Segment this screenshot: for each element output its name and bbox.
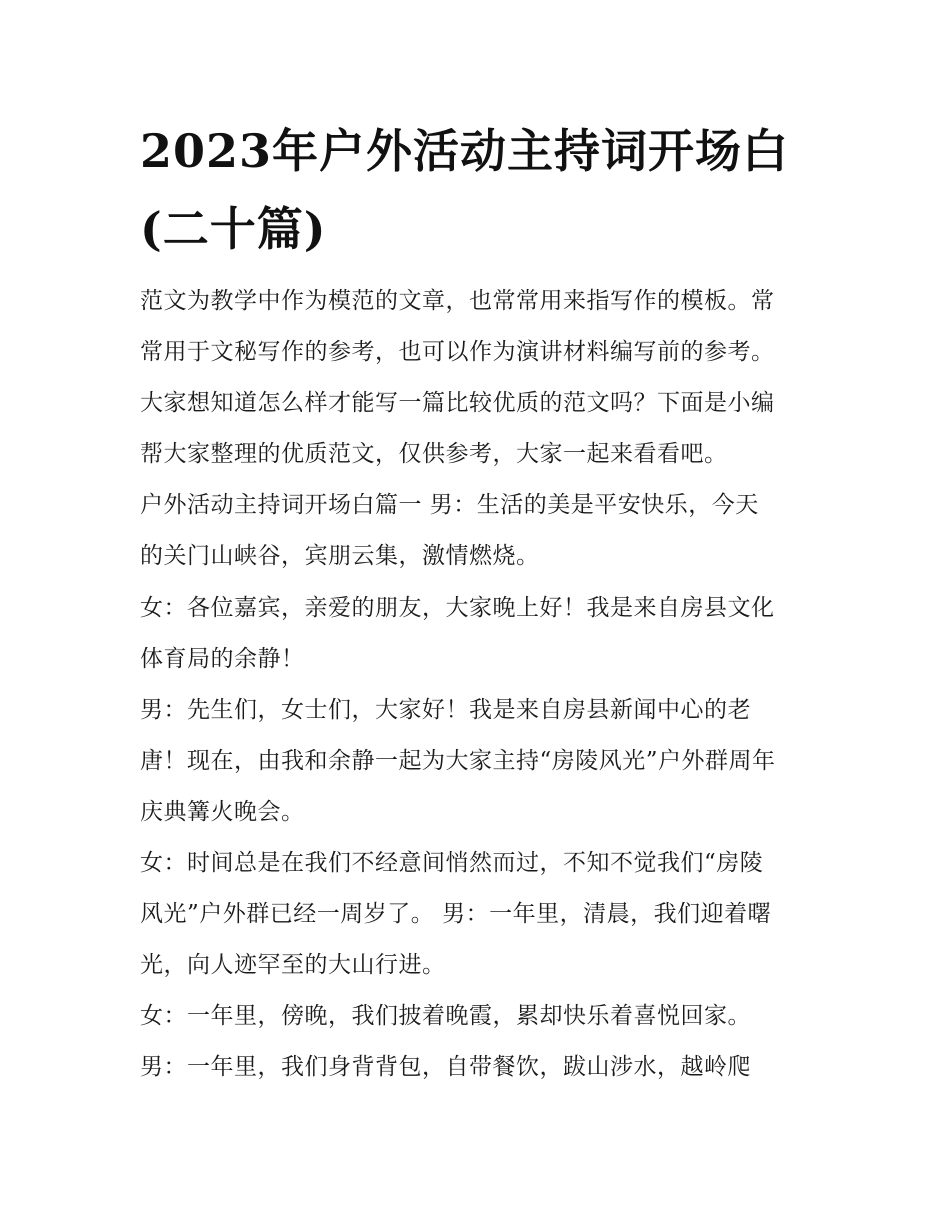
text-line: 体育局的余静！ [140,645,305,672]
document-body [140,276,830,1094]
text-line: 户外活动主持词开场白篇一 男：生活的美是平安快乐，今天 [140,492,759,519]
text-line: 女：时间总是在我们不经意间悄然而过，不知不觉我们“房陵 [140,850,764,877]
text-line: 唐！现在，由我和余静一起为大家主持“房陵风光”户外群周年 [140,747,776,774]
text-line: 大家想知道怎么样才能写一篇比较优质的范文吗？下面是小编 [140,390,775,417]
text-line: 的关门山峡谷，宾朋云集，激情燃烧。 [140,543,540,570]
text-line: 男：先生们，女士们，大家好！我是来自房县新闻中心的老 [140,696,751,723]
title-line: 2023年户外活动主持词开场白 [140,124,790,178]
text-line: 常用于文秘写作的参考，也可以作为演讲材料编写前的参考。 [140,339,775,366]
document-title [140,112,840,268]
text-line: 范文为教学中作为模范的文章，也常常用来指写作的模板。常 [140,288,775,314]
text-line: 女：各位嘉宾，亲爱的朋友，大家晚上好！我是来自房县文化 [140,594,775,621]
text-line: 风光”户外群已经一周岁了。 男：一年里，清晨，我们迎着曙 [140,901,772,928]
text-line: 光，向人迹罕至的大山行进。 [140,952,446,979]
text-line: 男：一年里，我们身背背包，自带餐饮，跋山涉水，越岭爬 [140,1054,751,1081]
title-line: (二十篇) [140,202,327,256]
text-line: 庆典篝火晚会。 [140,798,305,825]
text-line: 帮大家整理的优质范文，仅供参考，大家一起来看看吧。 [140,441,728,468]
text-line: 女：一年里，傍晚，我们披着晚霞，累却快乐着喜悦回家。 [140,1003,751,1030]
